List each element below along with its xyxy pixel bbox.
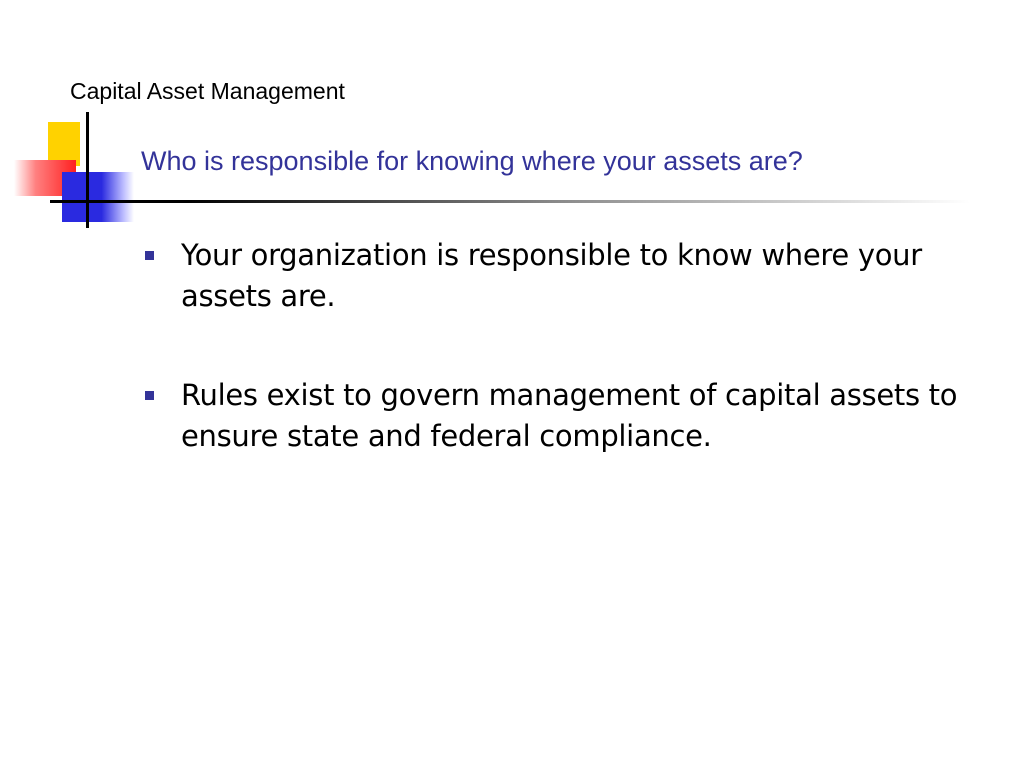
square-bullet-icon xyxy=(145,251,154,260)
bullet-text: Rules exist to govern management of capital assets to ensure state and federal compliance. xyxy=(181,378,958,453)
square-bullet-icon xyxy=(145,391,154,400)
bullet-text: Your organization is responsible to know where your assets are. xyxy=(181,238,922,313)
bullet-item xyxy=(145,375,985,457)
slide-title: Who is responsible for knowing where your assets are? xyxy=(141,146,803,176)
slide-header: Capital Asset Management xyxy=(70,78,345,104)
vertical-rule xyxy=(86,112,89,228)
title-underline xyxy=(50,200,970,203)
bullet-item xyxy=(145,235,985,317)
bullet-list xyxy=(145,235,985,515)
decorative-logo xyxy=(0,0,140,240)
blue-square xyxy=(62,172,134,222)
